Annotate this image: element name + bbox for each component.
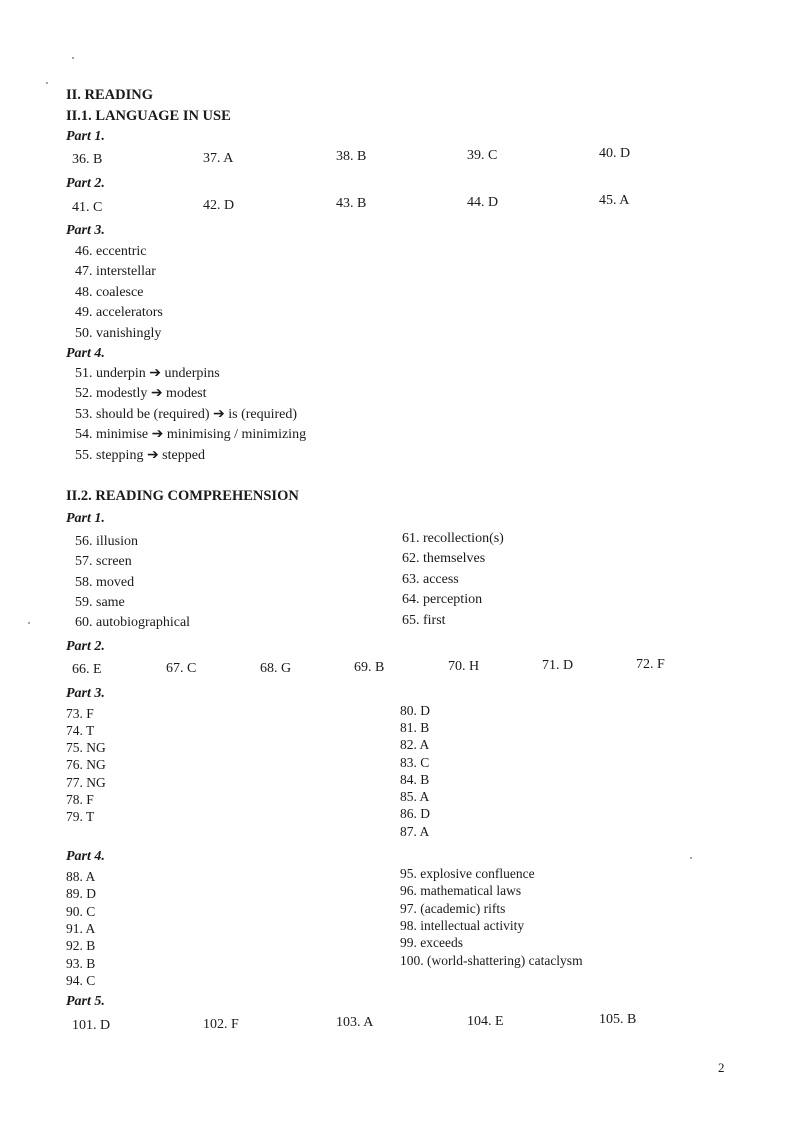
answer: 49. accelerators <box>75 305 163 320</box>
answer: 97. (academic) rifts <box>400 901 506 916</box>
answer: 56. illusion <box>75 534 139 549</box>
answer: 100. (world-shattering) cataclysm <box>400 953 583 968</box>
part-label: Part 1. <box>66 129 105 144</box>
part-label: Part 2. <box>66 176 105 191</box>
answer: 86. D <box>400 806 430 821</box>
subsection-title-reading-comprehension: II.2. READING COMPREHENSION <box>66 488 299 504</box>
part-label: Part 2. <box>66 639 105 654</box>
answer: 37. A <box>203 151 234 166</box>
answer: 63. access <box>402 572 459 587</box>
answer: 64. perception <box>402 592 483 607</box>
answer: 80. D <box>400 703 430 718</box>
answer: 65. first <box>402 613 446 628</box>
answer: 82. A <box>400 737 430 752</box>
answer: 72. F <box>636 657 665 672</box>
answer: 57. screen <box>75 554 132 569</box>
scan-speck <box>690 857 692 859</box>
answer: 73. F <box>66 706 94 721</box>
answer: 45. A <box>599 193 630 208</box>
answer: 76. NG <box>66 757 106 772</box>
answer: 96. mathematical laws <box>400 883 522 898</box>
page-number: 2 <box>718 1060 725 1075</box>
subsection-title-language-in-use: II.1. LANGUAGE IN USE <box>66 108 231 124</box>
answer: 78. F <box>66 792 94 807</box>
answer: 69. B <box>354 660 385 675</box>
answer: 89. D <box>66 886 96 901</box>
answer: 103. A <box>336 1015 374 1030</box>
answer: 74. T <box>66 723 95 738</box>
answer: 95. explosive confluence <box>400 866 535 881</box>
answer: 36. B <box>72 152 103 167</box>
answer: 105. B <box>599 1012 637 1027</box>
answer: 40. D <box>599 146 631 161</box>
answer: 61. recollection(s) <box>402 531 504 546</box>
answer: 85. A <box>400 789 430 804</box>
answer: 93. B <box>66 956 96 971</box>
answer: 66. E <box>72 662 102 677</box>
answer: 54. minimise ➔ minimising / minimizing <box>75 427 307 442</box>
part-label: Part 3. <box>66 223 105 238</box>
part-label: Part 1. <box>66 511 105 526</box>
answer: 75. NG <box>66 740 106 755</box>
answer: 50. vanishingly <box>75 326 162 341</box>
answer: 55. stepping ➔ stepped <box>75 448 205 463</box>
answer: 94. C <box>66 973 96 988</box>
answer: 41. C <box>72 200 103 215</box>
answer: 99. exceeds <box>400 935 463 950</box>
scan-speck <box>28 622 30 624</box>
answer: 39. C <box>467 148 498 163</box>
answer: 70. H <box>448 659 480 674</box>
answer: 51. underpin ➔ underpins <box>75 366 220 381</box>
answer: 52. modestly ➔ modest <box>75 386 207 401</box>
answer: 47. interstellar <box>75 264 156 279</box>
answer: 43. B <box>336 196 367 211</box>
answer: 81. B <box>400 720 430 735</box>
answer: 90. C <box>66 904 96 919</box>
answer: 77. NG <box>66 775 106 790</box>
answer: 38. B <box>336 149 367 164</box>
answer: 98. intellectual activity <box>400 918 525 933</box>
answer: 62. themselves <box>402 551 486 566</box>
answer: 92. B <box>66 938 96 953</box>
part-label: Part 3. <box>66 686 105 701</box>
answer: 68. G <box>260 661 292 676</box>
answer: 88. A <box>66 869 96 884</box>
answer: 58. moved <box>75 575 135 590</box>
answer: 42. D <box>203 198 235 213</box>
answer: 60. autobiographical <box>75 615 191 630</box>
part-label: Part 4. <box>66 346 105 361</box>
part-label: Part 5. <box>66 994 105 1009</box>
answer: 48. coalesce <box>75 285 144 300</box>
answer: 101. D <box>72 1018 111 1033</box>
scan-speck <box>46 82 48 84</box>
answer: 59. same <box>75 595 125 610</box>
answer: 67. C <box>166 661 197 676</box>
answer: 83. C <box>400 755 430 770</box>
answer: 53. should be (required) ➔ is (required) <box>75 407 298 422</box>
answer: 104. E <box>467 1014 504 1029</box>
answer: 91. A <box>66 921 96 936</box>
answer: 84. B <box>400 772 430 787</box>
part-label: Part 4. <box>66 849 105 864</box>
answer: 71. D <box>542 658 574 673</box>
answer: 46. eccentric <box>75 244 147 259</box>
answer: 102. F <box>203 1017 239 1032</box>
answer: 87. A <box>400 824 430 839</box>
answer: 44. D <box>467 195 499 210</box>
scan-speck <box>72 57 74 59</box>
section-title: II. READING <box>66 87 154 103</box>
answer: 79. T <box>66 809 95 824</box>
